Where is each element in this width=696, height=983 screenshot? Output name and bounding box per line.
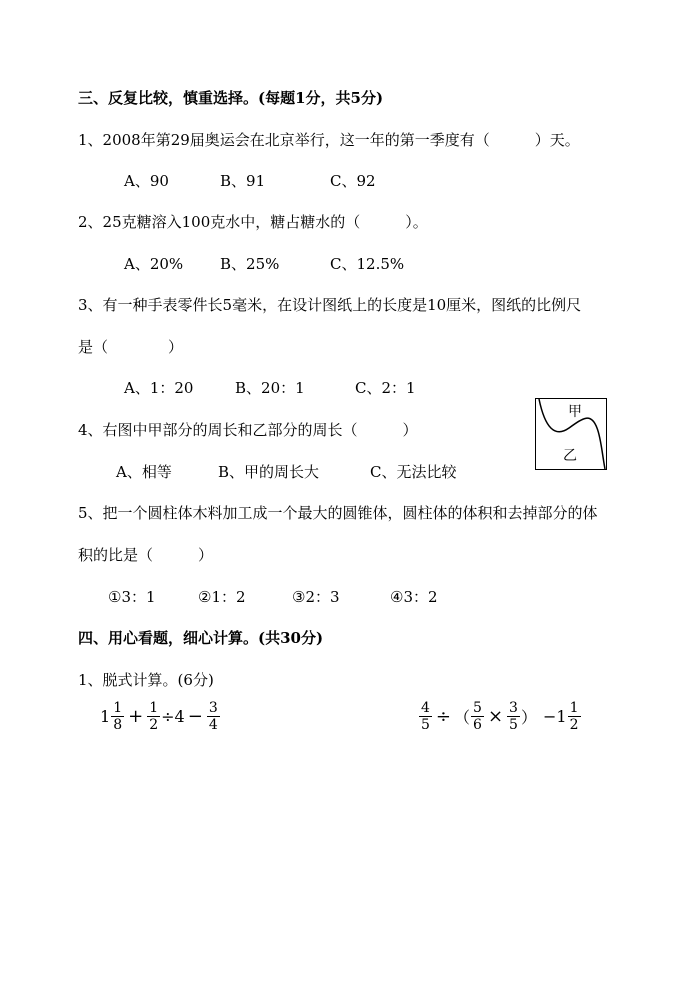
- q3-option-a: A、1：20: [124, 379, 194, 397]
- expr2-divide: ÷: [435, 706, 452, 727]
- expr1-f1-denominator: 8: [113, 717, 123, 733]
- expr2-right-paren: ）: [520, 708, 537, 727]
- figure-label-bottom: 乙: [563, 448, 577, 464]
- expr2-times: ×: [487, 706, 504, 727]
- expression-2: [418, 700, 582, 733]
- expression-1: [100, 700, 221, 733]
- expr1-f1-numerator: 1: [113, 700, 123, 716]
- expr2-f1-numerator: 4: [421, 700, 430, 716]
- q2-option-b: B、25%: [220, 255, 280, 273]
- expr1-f2-denominator: 2: [149, 717, 159, 733]
- q5-text-line1: 5、把一个圆柱体木料加工成一个最大的圆锥体，圆柱体的体积和去掉部分的体: [78, 504, 598, 522]
- q3-option-b: B、20：1: [235, 379, 305, 397]
- section4-sub1: 1、脱式计算。(6分): [78, 671, 214, 689]
- q2-text: 2、25克糖溶入100克水中，糖占糖水的（ ）。: [78, 213, 428, 231]
- q1-text: 1、2008年第29届奥运会在北京举行，这一年的第一季度有（ ）天。: [78, 131, 580, 149]
- expr1-f3-denominator: 4: [208, 717, 218, 733]
- expr2-f2-denominator: 6: [473, 717, 482, 733]
- q4-figure-drawing: [535, 398, 607, 470]
- expr1-f3-numerator: 3: [208, 700, 218, 716]
- q4-option-a: A、相等: [116, 463, 172, 481]
- q4-option-c: C、无法比较: [370, 463, 457, 481]
- expr1-whole: 1: [100, 707, 111, 726]
- expr2-fraction-4: [568, 700, 581, 733]
- expr2-f3-numerator: 3: [509, 700, 518, 716]
- q5-option-3: ③2：3: [292, 588, 340, 606]
- q2-option-a: A、20%: [124, 255, 184, 273]
- q1-option-b: B、91: [220, 172, 266, 190]
- q3-text-line1: 3、有一种手表零件长5毫米，在设计图纸上的长度是10厘米，图纸的比例尺: [78, 296, 582, 314]
- expr2-minus-one: −1: [542, 707, 567, 726]
- expr1-fraction-1: [111, 700, 124, 733]
- q5-option-2: ②1：2: [198, 588, 246, 606]
- expr2-f4-denominator: 2: [569, 717, 579, 733]
- expr2-fraction-1: [419, 700, 432, 733]
- expr1-fraction-3: [207, 700, 220, 733]
- expr1-f2-numerator: 1: [149, 700, 159, 716]
- expr1-minus: −: [187, 706, 203, 727]
- expr2-f1-denominator: 5: [421, 717, 430, 733]
- q1-option-a: A、90: [124, 172, 169, 190]
- q2-option-c: C、12.5%: [330, 255, 405, 273]
- q3-option-c: C、2：1: [355, 379, 416, 397]
- expr2-f2-numerator: 5: [473, 700, 482, 716]
- q3-text-line2: 是（ ）: [78, 338, 184, 356]
- expr2-f4-numerator: 1: [569, 700, 579, 716]
- expr2-f3-denominator: 5: [509, 717, 518, 733]
- q4-option-b: B、甲的周长大: [218, 463, 320, 481]
- q4-text: 4、右图中甲部分的周长和乙部分的周长（ ）: [78, 421, 418, 439]
- q5-option-4: ④3：2: [390, 588, 438, 606]
- expr2-left-paren: （: [454, 708, 471, 727]
- figure-label-top: 甲: [568, 404, 582, 420]
- q5-option-1: ①3：1: [108, 588, 156, 606]
- section4-heading: 四、用心看题，细心计算。(共30分): [78, 629, 324, 647]
- q4-figure: [535, 398, 607, 470]
- section3-heading: 三、反复比较，慎重选择。(每题1分，共5分): [78, 89, 384, 107]
- q1-option-c: C、92: [330, 172, 376, 190]
- expr1-fraction-2: [147, 700, 160, 733]
- expr2-fraction-3: [507, 700, 520, 733]
- expr1-divide-4: ÷4: [161, 707, 185, 726]
- expr2-fraction-2: [471, 700, 484, 733]
- expr1-plus: +: [128, 706, 144, 727]
- q5-text-line2: 积的比是（ ）: [78, 546, 214, 564]
